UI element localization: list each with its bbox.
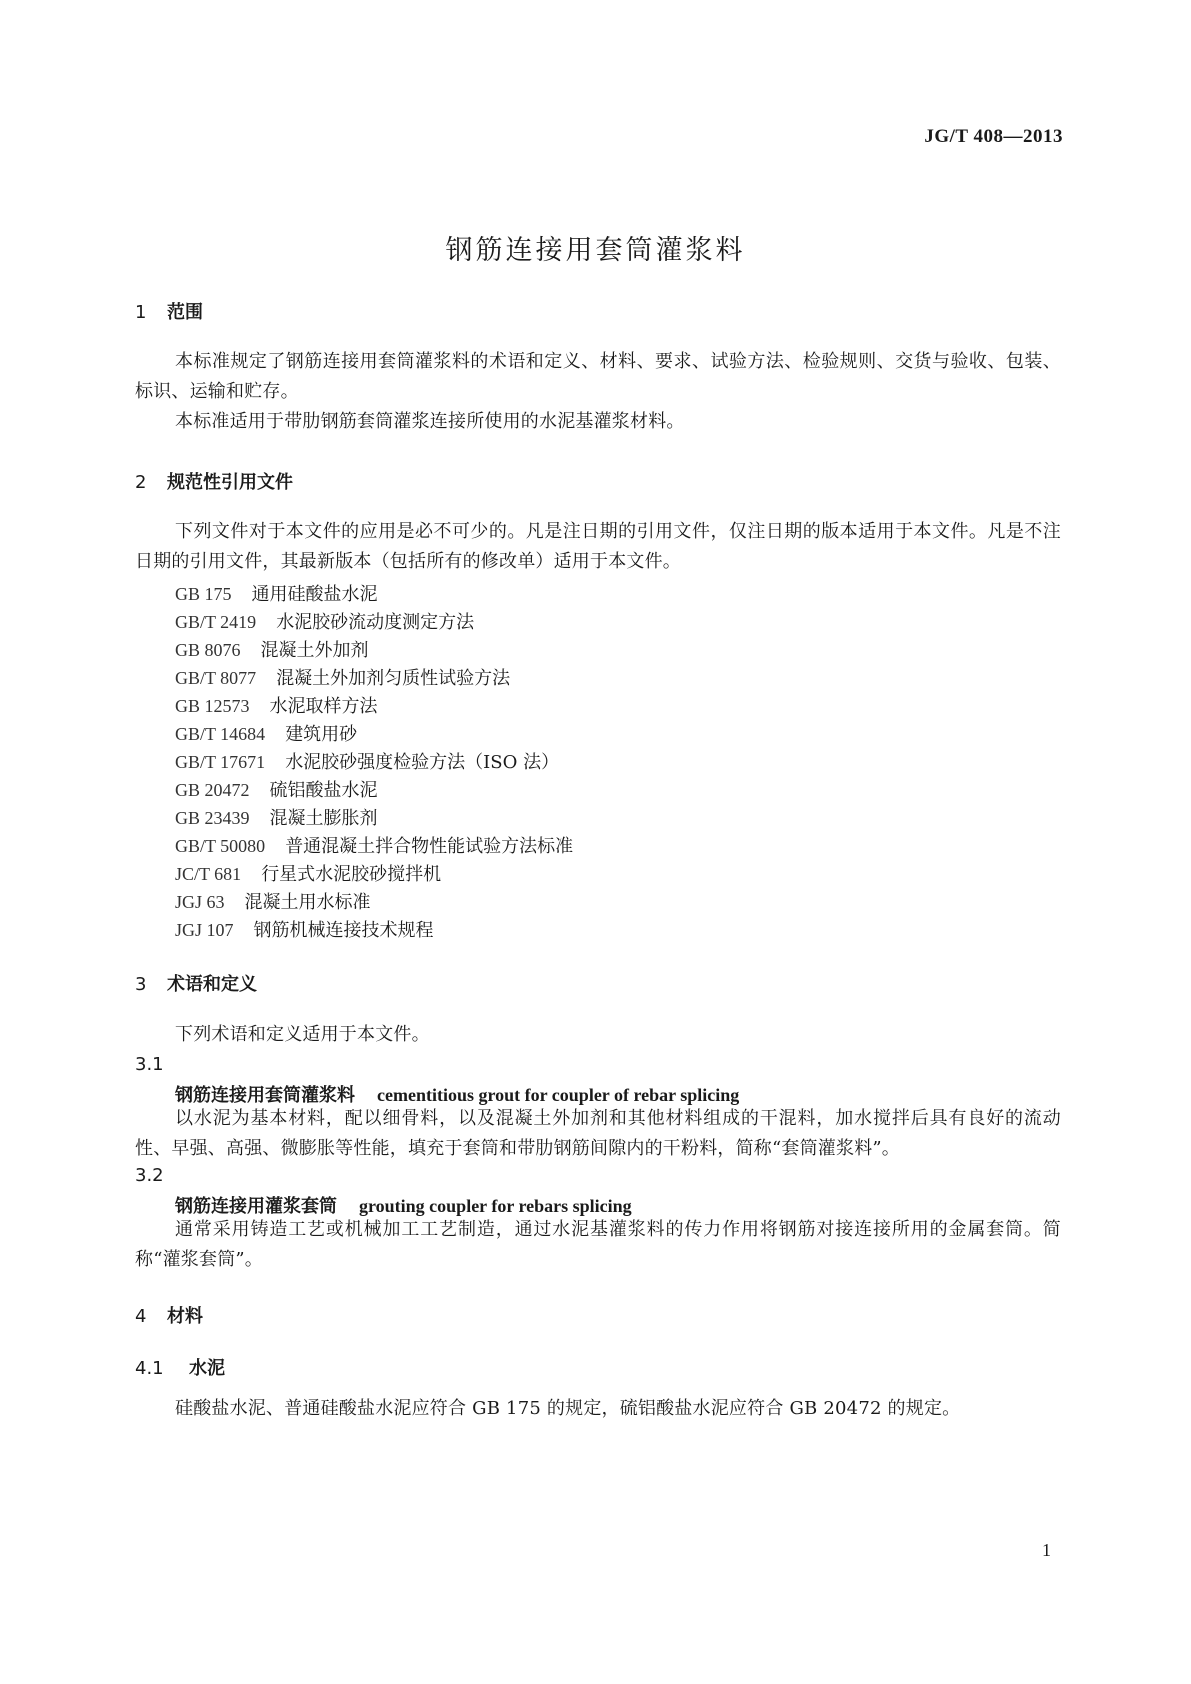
section-4-1-number: 4.1 — [135, 1358, 164, 1379]
section-3-heading — [135, 970, 257, 996]
section-2-heading — [135, 468, 293, 494]
reference-item — [175, 636, 369, 662]
reference-item — [175, 832, 573, 858]
reference-item — [175, 608, 474, 634]
section-2-number: 2 — [135, 472, 147, 493]
section-1-paragraph-1: 本标准规定了钢筋连接用套筒灌浆料的术语和定义、材料、要求、试验方法、检验规则、交货与验收、包装、标识、运输和贮存。 — [135, 351, 1061, 402]
reference-code: JC/T 681 — [175, 864, 242, 884]
reference-code: GB/T 14684 — [175, 724, 266, 744]
reference-code: GB/T 2419 — [175, 612, 257, 632]
reference-item — [175, 692, 378, 718]
section-1-title: 范围 — [167, 302, 203, 323]
reference-name: 水泥胶砂流动度测定方法 — [276, 612, 475, 633]
term-3-2-definition: 通常采用铸造工艺或机械加工工艺制造，通过水泥基灌浆料的传力作用将钢筋对接连接所用的金属套筒。简称“灌浆套筒”。 — [135, 1219, 1061, 1270]
reference-code: JGJ 107 — [175, 920, 234, 940]
term-3-2-english: grouting coupler for rebars splicing — [359, 1196, 632, 1216]
term-3-2-number: 3.2 — [135, 1165, 164, 1186]
reference-item — [175, 664, 510, 690]
section-3-number: 3 — [135, 974, 147, 995]
reference-name: 混凝土用水标准 — [244, 892, 371, 913]
reference-code: GB 12573 — [175, 696, 250, 716]
term-3-1-chinese: 钢筋连接用套筒灌浆料 — [175, 1085, 355, 1106]
reference-code: GB/T 8077 — [175, 668, 257, 688]
section-1-number: 1 — [135, 302, 147, 323]
reference-code: GB 23439 — [175, 808, 250, 828]
reference-item — [175, 776, 378, 802]
section-4-1-heading — [135, 1354, 225, 1380]
reference-code: GB 175 — [175, 584, 232, 604]
section-2-title: 规范性引用文件 — [167, 472, 293, 493]
reference-item — [175, 804, 378, 830]
reference-code: GB/T 50080 — [175, 836, 266, 856]
reference-name: 混凝土外加剂匀质性试验方法 — [276, 668, 511, 689]
section-4-heading — [135, 1302, 203, 1328]
reference-item — [175, 720, 357, 746]
document-title: 钢筋连接用套筒灌浆料 — [445, 235, 746, 266]
term-3-1-definition: 以水泥为基本材料，配以细骨料，以及混凝土外加剂和其他材料组成的干混料，加水搅拌后具有良好的流动性、早强、高强、微膨胀等性能，填充于套筒和带肋钢筋间隙内的干粉料，简称“套筒灌浆料”。 — [135, 1108, 1061, 1159]
reference-code: GB 8076 — [175, 640, 241, 660]
section-4-title: 材料 — [167, 1306, 203, 1327]
reference-name: 硫铝酸盐水泥 — [269, 780, 378, 801]
reference-code: GB/T 17671 — [175, 752, 266, 772]
section-4-1-title: 水泥 — [189, 1358, 225, 1379]
reference-item — [175, 860, 441, 886]
reference-name: 普通混凝土拌合物性能试验方法标准 — [285, 836, 574, 857]
reference-name: 钢筋机械连接技术规程 — [253, 920, 434, 941]
term-3-1-number: 3.1 — [135, 1054, 164, 1075]
reference-name: 混凝土外加剂 — [260, 640, 369, 661]
reference-name: 建筑用砂 — [285, 724, 358, 745]
standard-code: JG/T 408—2013 — [924, 126, 1063, 147]
reference-name: 通用硅酸盐水泥 — [251, 584, 378, 605]
reference-name: 混凝土膨胀剂 — [269, 808, 378, 829]
reference-name: 行星式水泥胶砂搅拌机 — [261, 864, 442, 885]
section-4-number: 4 — [135, 1306, 147, 1327]
section-1-paragraph-2: 本标准适用于带肋钢筋套筒灌浆连接所使用的水泥基灌浆材料。 — [175, 411, 685, 432]
reference-item — [175, 748, 559, 774]
section-2-paragraph-1: 下列文件对于本文件的应用是必不可少的。凡是注日期的引用文件，仅注日期的版本适用于本文件。凡是不注日期的引用文件，其最新版本（包括所有的修改单）适用于本文件。 — [135, 521, 1061, 572]
reference-code: GB 20472 — [175, 780, 250, 800]
reference-item — [175, 916, 434, 942]
section-3-paragraph-1: 下列术语和定义适用于本文件。 — [175, 1024, 430, 1045]
reference-name: 水泥取样方法 — [269, 696, 378, 717]
section-4-1-paragraph-1: 硅酸盐水泥、普通硅酸盐水泥应符合 GB 175 的规定，硫铝酸盐水泥应符合 GB 20472 的规定。 — [175, 1398, 961, 1419]
reference-name: 水泥胶砂强度检验方法（ISO 法） — [285, 752, 560, 773]
section-1-heading — [135, 298, 203, 324]
term-3-1-english: cementitious grout for coupler of rebar splicing — [377, 1085, 740, 1105]
reference-item — [175, 580, 378, 606]
section-3-title: 术语和定义 — [167, 974, 257, 995]
reference-item — [175, 888, 371, 914]
reference-code: JGJ 63 — [175, 892, 225, 912]
term-3-2-chinese: 钢筋连接用灌浆套筒 — [175, 1196, 337, 1217]
page-number: 1 — [1042, 1540, 1051, 1560]
